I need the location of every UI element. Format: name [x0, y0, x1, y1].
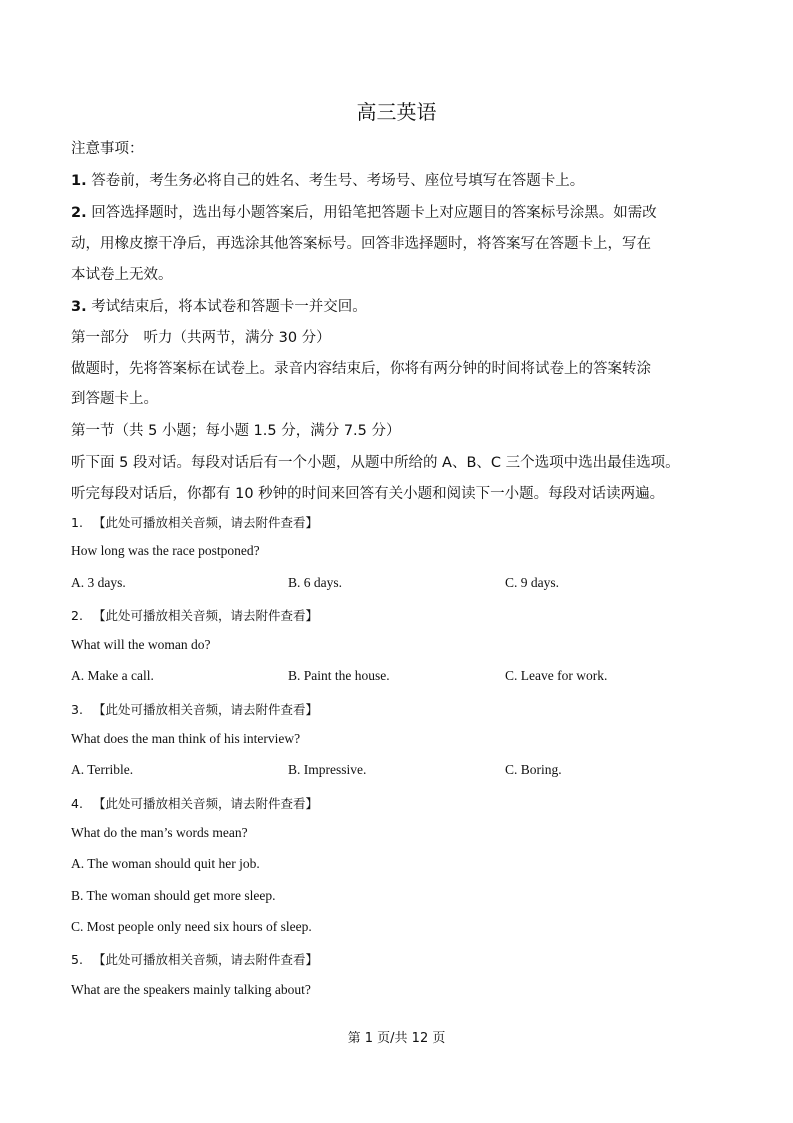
notice-item-number: 2.: [71, 205, 87, 221]
notice-item-2-line-2: 动，用橡皮擦干净后，再选涂其他答案标号。回答非选择题时，将答案写在答题卡上，写在: [71, 236, 651, 252]
notice-item-text: 回答选择题时，选出每小题答案后，用铅笔把答题卡上对应题目的答案标号涂黑。如需改: [91, 205, 657, 221]
question-1-option-c: C. 9 days.: [505, 575, 559, 590]
question-number: 2.: [71, 608, 83, 623]
question-5-text: What are the speakers mainly talking about?: [71, 982, 311, 997]
question-1-option-a: A. 3 days.: [71, 575, 126, 590]
part1-heading: 第一部分 听力（共两节，满分 30 分）: [71, 330, 331, 346]
question-number: 5.: [71, 952, 83, 967]
question-1-option-b: B. 6 days.: [288, 575, 342, 590]
question-4-option-b: B. The woman should get more sleep.: [71, 888, 276, 903]
audio-note: 【此处可播放相关音频，请去附件查看】: [92, 515, 318, 530]
question-2-option-b: B. Paint the house.: [288, 668, 390, 683]
question-1-text: How long was the race postponed?: [71, 543, 260, 558]
notice-item-text: 考试结束后，将本试卷和答题卡一并交回。: [91, 299, 367, 315]
section1-instructions-line-1: 听下面 5 段对话。每段对话后有一个小题，从题中所给的 A、B、C 三个选项中选出最佳选项。: [71, 455, 680, 471]
part1-instructions-line-1: 做题时，先将答案标在试卷上。录音内容结束后，你将有两分钟的时间将试卷上的答案转涂: [71, 361, 651, 377]
question-2-header: [71, 606, 318, 624]
question-2-option-c: C. Leave for work.: [505, 668, 608, 683]
section1-heading: 第一节（共 5 小题；每小题 1.5 分，满分 7.5 分）: [71, 423, 401, 439]
audio-note: 【此处可播放相关音频，请去附件查看】: [92, 608, 318, 623]
question-number: 4.: [71, 796, 83, 811]
audio-note: 【此处可播放相关音频，请去附件查看】: [92, 796, 318, 811]
question-2-option-a: A. Make a call.: [71, 668, 154, 683]
question-4-header: [71, 794, 318, 812]
question-5-header: [71, 950, 318, 968]
audio-note: 【此处可播放相关音频，请去附件查看】: [92, 702, 318, 717]
page-title: 高三英语: [356, 100, 437, 124]
question-3-option-c: C. Boring.: [505, 762, 562, 777]
notice-item-2: [71, 201, 657, 222]
notice-item-text: 答卷前，考生务必将自己的姓名、考生号、考场号、座位号填写在答题卡上。: [91, 173, 585, 189]
question-3-text: What does the man think of his interview?: [71, 731, 301, 746]
notice-heading: 注意事项：: [71, 141, 144, 157]
question-4-option-a: A. The woman should quit her job.: [71, 856, 260, 871]
question-3-option-a: A. Terrible.: [71, 762, 134, 777]
section1-instructions-line-2: 听完每段对话后，你都有 10 秒钟的时间来回答有关小题和阅读下一小题。每段对话读两遍。: [71, 486, 665, 502]
question-4-text: What do the man’s words mean?: [71, 825, 248, 840]
notice-item-3: [71, 295, 367, 316]
question-3-header: [71, 700, 318, 718]
question-number: 1.: [71, 515, 83, 530]
notice-item-1: [71, 169, 584, 190]
question-number: 3.: [71, 702, 83, 717]
question-1-header: [71, 513, 318, 531]
question-3-option-b: B. Impressive.: [288, 762, 367, 777]
notice-item-number: 3.: [71, 299, 87, 315]
question-4-option-c: C. Most people only need six hours of sleep.: [71, 919, 312, 934]
page-footer: 第 1 页/共 12 页: [347, 1031, 446, 1046]
notice-item-2-line-3: 本试卷上无效。: [71, 267, 173, 283]
notice-item-number: 1.: [71, 173, 87, 189]
audio-note: 【此处可播放相关音频，请去附件查看】: [92, 952, 318, 967]
part1-instructions-line-2: 到答题卡上。: [71, 391, 158, 407]
question-2-text: What will the woman do?: [71, 637, 211, 652]
